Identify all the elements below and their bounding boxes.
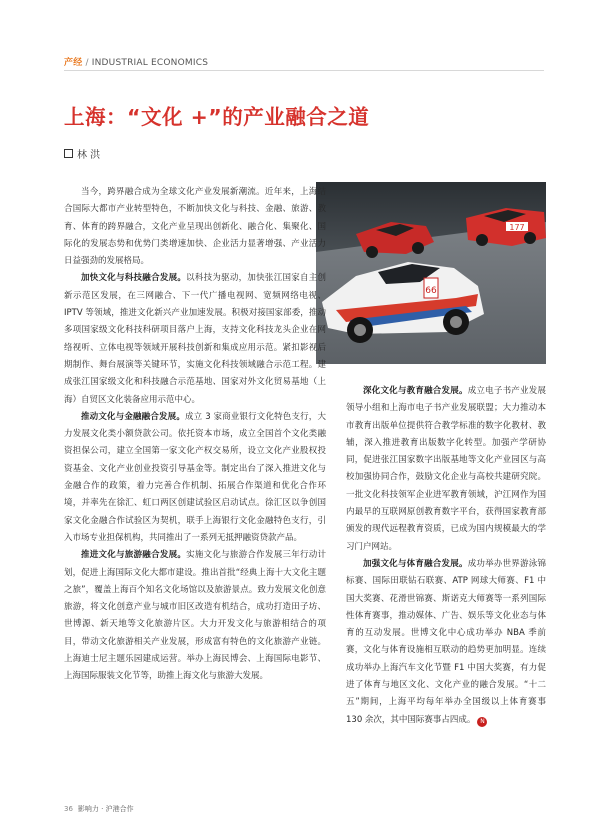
section-name-en: INDUSTRIAL ECONOMICS — [91, 58, 209, 68]
race-car-photo — [316, 182, 546, 364]
section-education-body: 成立电子书产业发展领导小组和上海市电子书产业发展联盟；大力推动本市教育出版单位提供符合教学标准的数字化教材、教辅，深入推进教育出版数字化转型。加强产学研协同，促进张江国家数字出版基地等文化产业园区与高校加强协同合作，鼓励文化企业与高校共建研究院。一批文化科技领军企业进军教育领域，沪江网作为国内最早的互联网原创教育数字平台，获得国家教育部颁发的现代远程教育资质，已成为国内规模最大的学习门户网站。 — [346, 386, 546, 552]
section-finance-heading: 推动文化与金融融合发展。 — [81, 411, 185, 422]
section-header — [64, 55, 208, 68]
section-tech-body: 以科技为驱动，加快张江国家自主创新示范区发展，在三网融合、下一代广播电视网、宽频网络电视、IPTV 等领域，推进文化新兴产业加速发展。积极对接国家部委，推动多项国家级文化科技科研项目落户上海，支持文化科技龙头企业在网络视听、立体电视等领域开展科技创新和集成应用示范。紧扣影视后期制作、舞台展演等关键环节，实施文化科技领域融合示范工程。建成张江国家级文化和科技融合示范基地、国家对外文化贸易基地（上海）自贸区文化装备应用示范中心。 — [64, 273, 326, 405]
article-column-right — [346, 383, 546, 729]
section-tourism-body: 实施文化与旅游合作发展三年行动计划，促进上海国际文化大都市建设。推出首批“经典上海十大文化主题之旅”，覆盖上海百个知名文化场馆以及旅游景点。致力发展文化创意旅游，将文化创意产业与城市旧区改造有机结合，成功打造田子坊、世博源、新天地等文化旅游片区。大力开发文化与旅游相结合的项目，带动文化旅游相关产业发展，形成富有特色的文化旅游产业链。上海迪士尼主题乐园建成运营。举办上海民博会、上海国际电影节、上海国际服装文化节等，助推上海文化与旅游大发展。 — [64, 550, 326, 682]
section-finance-body: 成立 3 家商业银行文化特色支行，大力发展文化类小额贷款公司。依托资本市场，成立全国首个文化类融资担保公司，建立全国第一家文化产权交易所，设立文化产业股权投资基金、文化产业创业投资引导基金等。制定出台了深入推进文化与金融合作的政策，着力完善合作机制、拓展合作渠道和优化合作环境，并率先在徐汇、虹口两区创建试验区启动试点。徐汇区以争创国家文化金融合作试验区为契机，联手上海银行文化金融特色支行，引入市场专业担保机构，共同推出了一系列无抵押融资贷款产品。 — [64, 411, 326, 543]
author-box-icon — [64, 149, 73, 158]
author-name: 林 洪 — [77, 150, 101, 161]
section-sports-heading: 加强文化与体育融合发展。 — [363, 558, 468, 569]
article-column-left — [64, 184, 326, 686]
header-divider — [64, 70, 544, 71]
section-finance-paragraph — [64, 409, 326, 547]
article-end-mark-icon: N — [477, 717, 487, 727]
section-education-heading: 深化文化与教育融合发展。 — [363, 386, 468, 396]
section-sports-body: 成功举办世界游泳锦标赛、国际田联钻石联赛、ATP 网球大师赛、F1 中国大奖赛、花滑世锦赛、斯诺克大师赛等一系列国际性体育赛事，推动媒体、广告、娱乐等文化业态与体育的互动发展。世博文化中心成功举办 NBA 季前赛，文化与体育设施相互联动的趋势更加明显。连续成功举办上海汽车文化节暨 F1 中国大奖赛，有力促进了体育与地区文化、文化产业的融合发展。“十二五”期间，上海平均每年举办全国级以上体育赛事 130 余次，其中国际赛事占四成。 — [346, 558, 546, 725]
article-title: 上海：“文化 +”的产业融合之道 — [64, 105, 370, 129]
section-tourism-heading: 推进文化与旅游融合发展。 — [81, 550, 187, 561]
page-number: 36 — [64, 805, 73, 813]
intro-paragraph: 当今，跨界融合成为全球文化产业发展新潮流。近年来，上海结合国际大都市产业转型特色，不断加快文化与科技、金融、旅游、教育、体育的跨界融合，文化产业呈现出创新化、融合化、集聚化、国际化的发展态势和优势门类增速加快、企业活力显著增强、产业活力日益强劲的发展格局。 — [64, 187, 326, 267]
page-footer — [64, 804, 134, 814]
section-separator: / — [82, 58, 92, 68]
section-tourism-paragraph — [64, 547, 326, 685]
car-number-177: 177 — [509, 223, 525, 232]
section-tech-heading: 加快文化与科技融合发展。 — [81, 273, 187, 284]
section-sports-paragraph — [346, 556, 546, 729]
author-line — [64, 146, 100, 161]
section-name: 产经 — [64, 58, 83, 68]
magazine-name: 影响力 · 沪港合作 — [77, 805, 134, 813]
section-education-paragraph — [346, 383, 546, 556]
car-number-66: 66 — [425, 286, 437, 296]
section-tech-paragraph — [64, 270, 326, 408]
race-car-illustration — [316, 182, 546, 364]
